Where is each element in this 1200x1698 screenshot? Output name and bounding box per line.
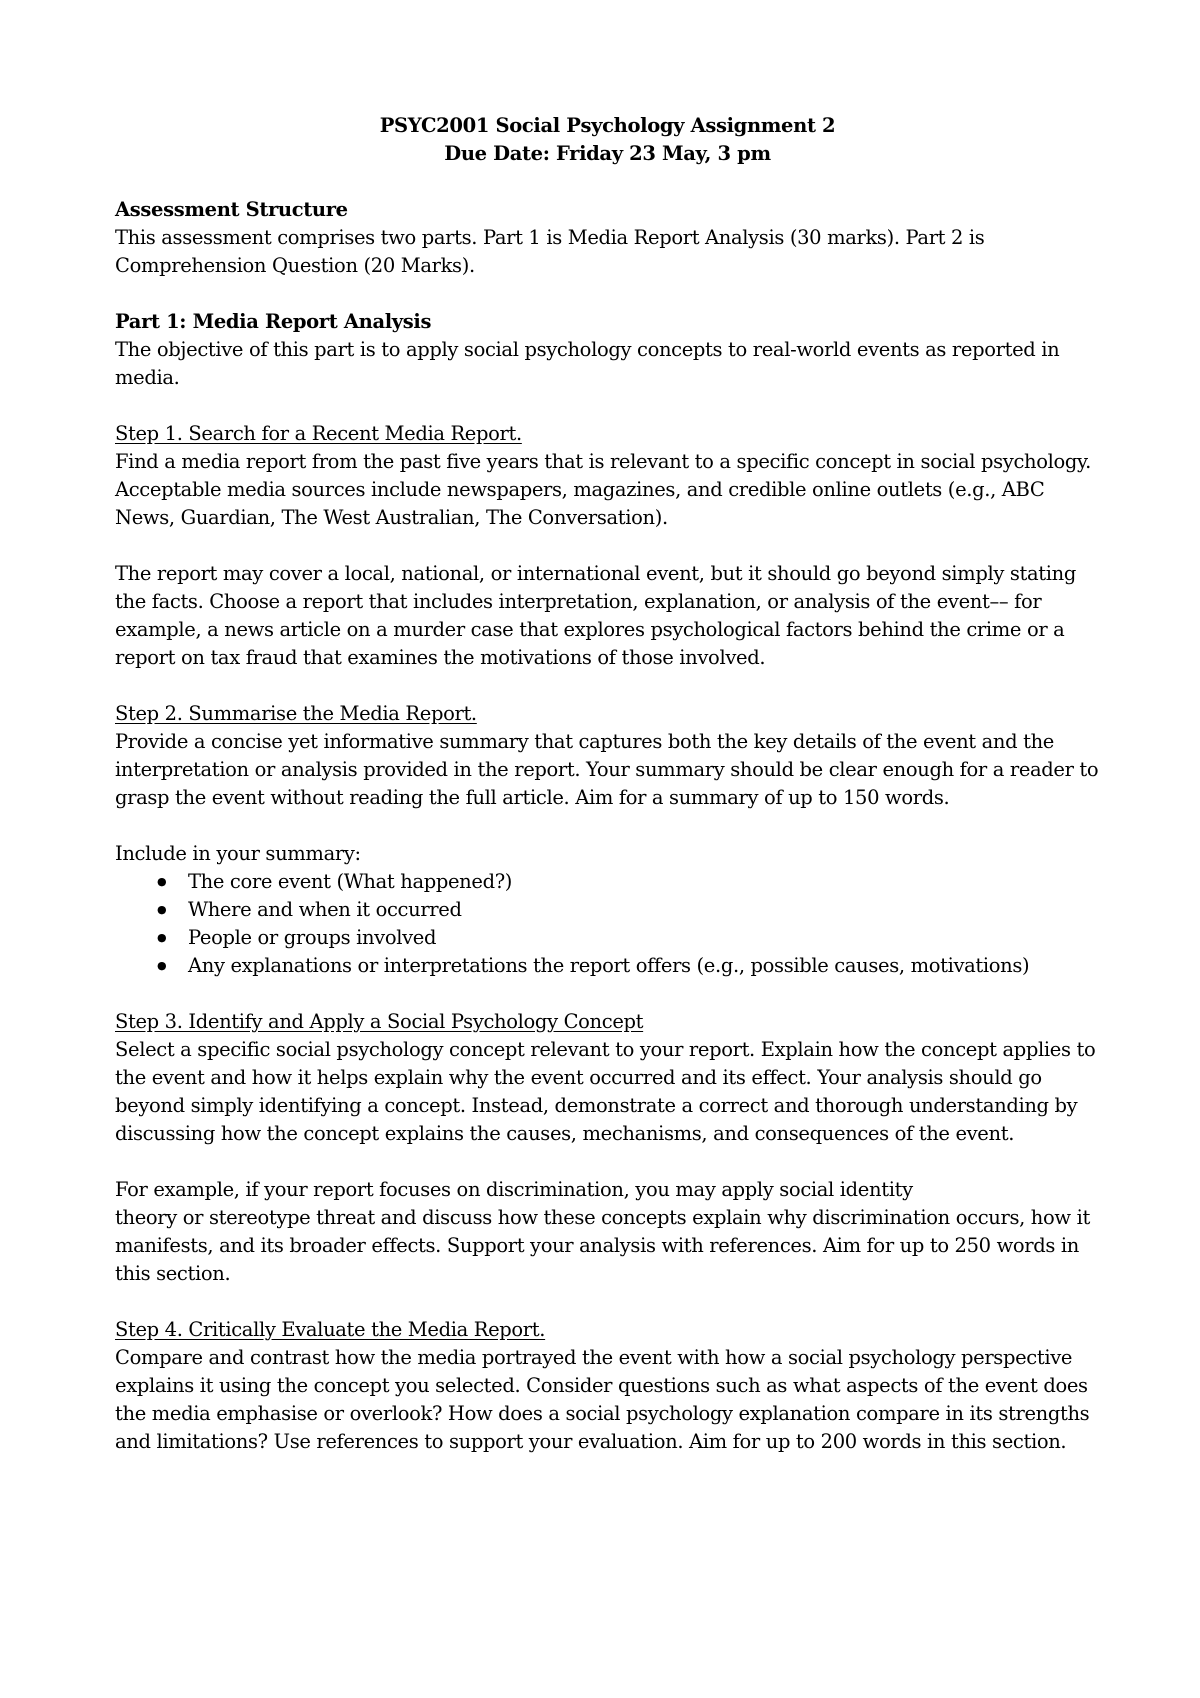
step3-paragraph-1: Select a specific social psychology concept relevant to your report. Explain how the concept applies to the event and how it helps explain why the event occurred and its effect. Your analysis should go beyond simply identifying a concept. Instead, demonstrate a correct and thorough understanding by discussing how the concept explains the causes, mechanisms, and consequences of the event. [115, 1038, 1096, 1145]
list-item: ● People or groups involved [115, 924, 1100, 952]
part1-heading: Part 1: Media Report Analysis [115, 310, 432, 333]
step1-title: Step 1. Search for a Recent Media Report. [115, 422, 522, 445]
step2-title: Step 2. Summarise the Media Report. [115, 702, 477, 725]
list-item: ● Any explanations or interpretations the report offers (e.g., possible causes, motivations) [115, 952, 1100, 980]
step1-paragraph-1: Find a media report from the past five years that is relevant to a specific concept in social psychology. Acceptable media sources include newspapers, magazines, and credible online outlets (e.g., ABC News, Guardian, The West Australian, The Conversation). [115, 450, 1091, 529]
list-item: ● The core event (What happened?) [115, 868, 1100, 896]
step2-paragraph-1: Provide a concise yet informative summary that captures both the key details of the event and the interpretation or analysis provided in the report. Your summary should be clear enough for a reader to grasp the event without reading the full article. Aim for a summary of up to 150 words. [115, 730, 1099, 809]
document-title: PSYC2001 Social Psychology Assignment 2 [379, 114, 836, 137]
step2-bullet-list [115, 868, 1100, 980]
step3-paragraph-2-line1: For example, if your report focuses on discrimination, you may apply social identity [115, 1178, 913, 1201]
assessment-structure-text: This assessment comprises two parts. Part 1 is Media Report Analysis (30 marks). Part 2 is Comprehension Question (20 Marks). [115, 226, 985, 277]
document-page [115, 112, 1100, 1456]
step3-paragraph-2-rest: theory or stereotype threat and discuss how these concepts explain why discrimination occurs, how it manifests, and its broader effects. Support your analysis with references. Aim for up to 250 words in this section. [115, 1206, 1090, 1285]
part1-objective: The objective of this part is to apply social psychology concepts to real-world events as reported in media. [115, 338, 1060, 389]
list-item: ● Where and when it occurred [115, 896, 1100, 924]
step3-title: Step 3. Identify and Apply a Social Psychology Concept [115, 1010, 644, 1033]
step2-include-intro: Include in your summary: [115, 842, 361, 865]
step4-title: Step 4. Critically Evaluate the Media Report. [115, 1318, 546, 1341]
step3-paragraph-2 [115, 1176, 1100, 1288]
title-block [115, 112, 1100, 168]
step1-paragraph-2: The report may cover a local, national, or international event, but it should go beyond simply stating the facts. Choose a report that includes interpretation, explanation, or analysis of the event–– for example, a news article on a murder case that explores psychological factors behind the crime or a report on tax fraud that examines the motivations of those involved. [115, 562, 1076, 669]
assessment-structure-heading: Assessment Structure [115, 198, 348, 221]
due-date: Due Date: Friday 23 May, 3 pm [444, 142, 771, 165]
step4-paragraph-1: Compare and contrast how the media portrayed the event with how a social psychology perspective explains it using the concept you selected. Consider questions such as what aspects of the event does the media emphasise or overlook? How does a social psychology explanation compare in its strengths and limitations? Use references to support your evaluation. Aim for up to 200 words in this section. [115, 1346, 1090, 1453]
